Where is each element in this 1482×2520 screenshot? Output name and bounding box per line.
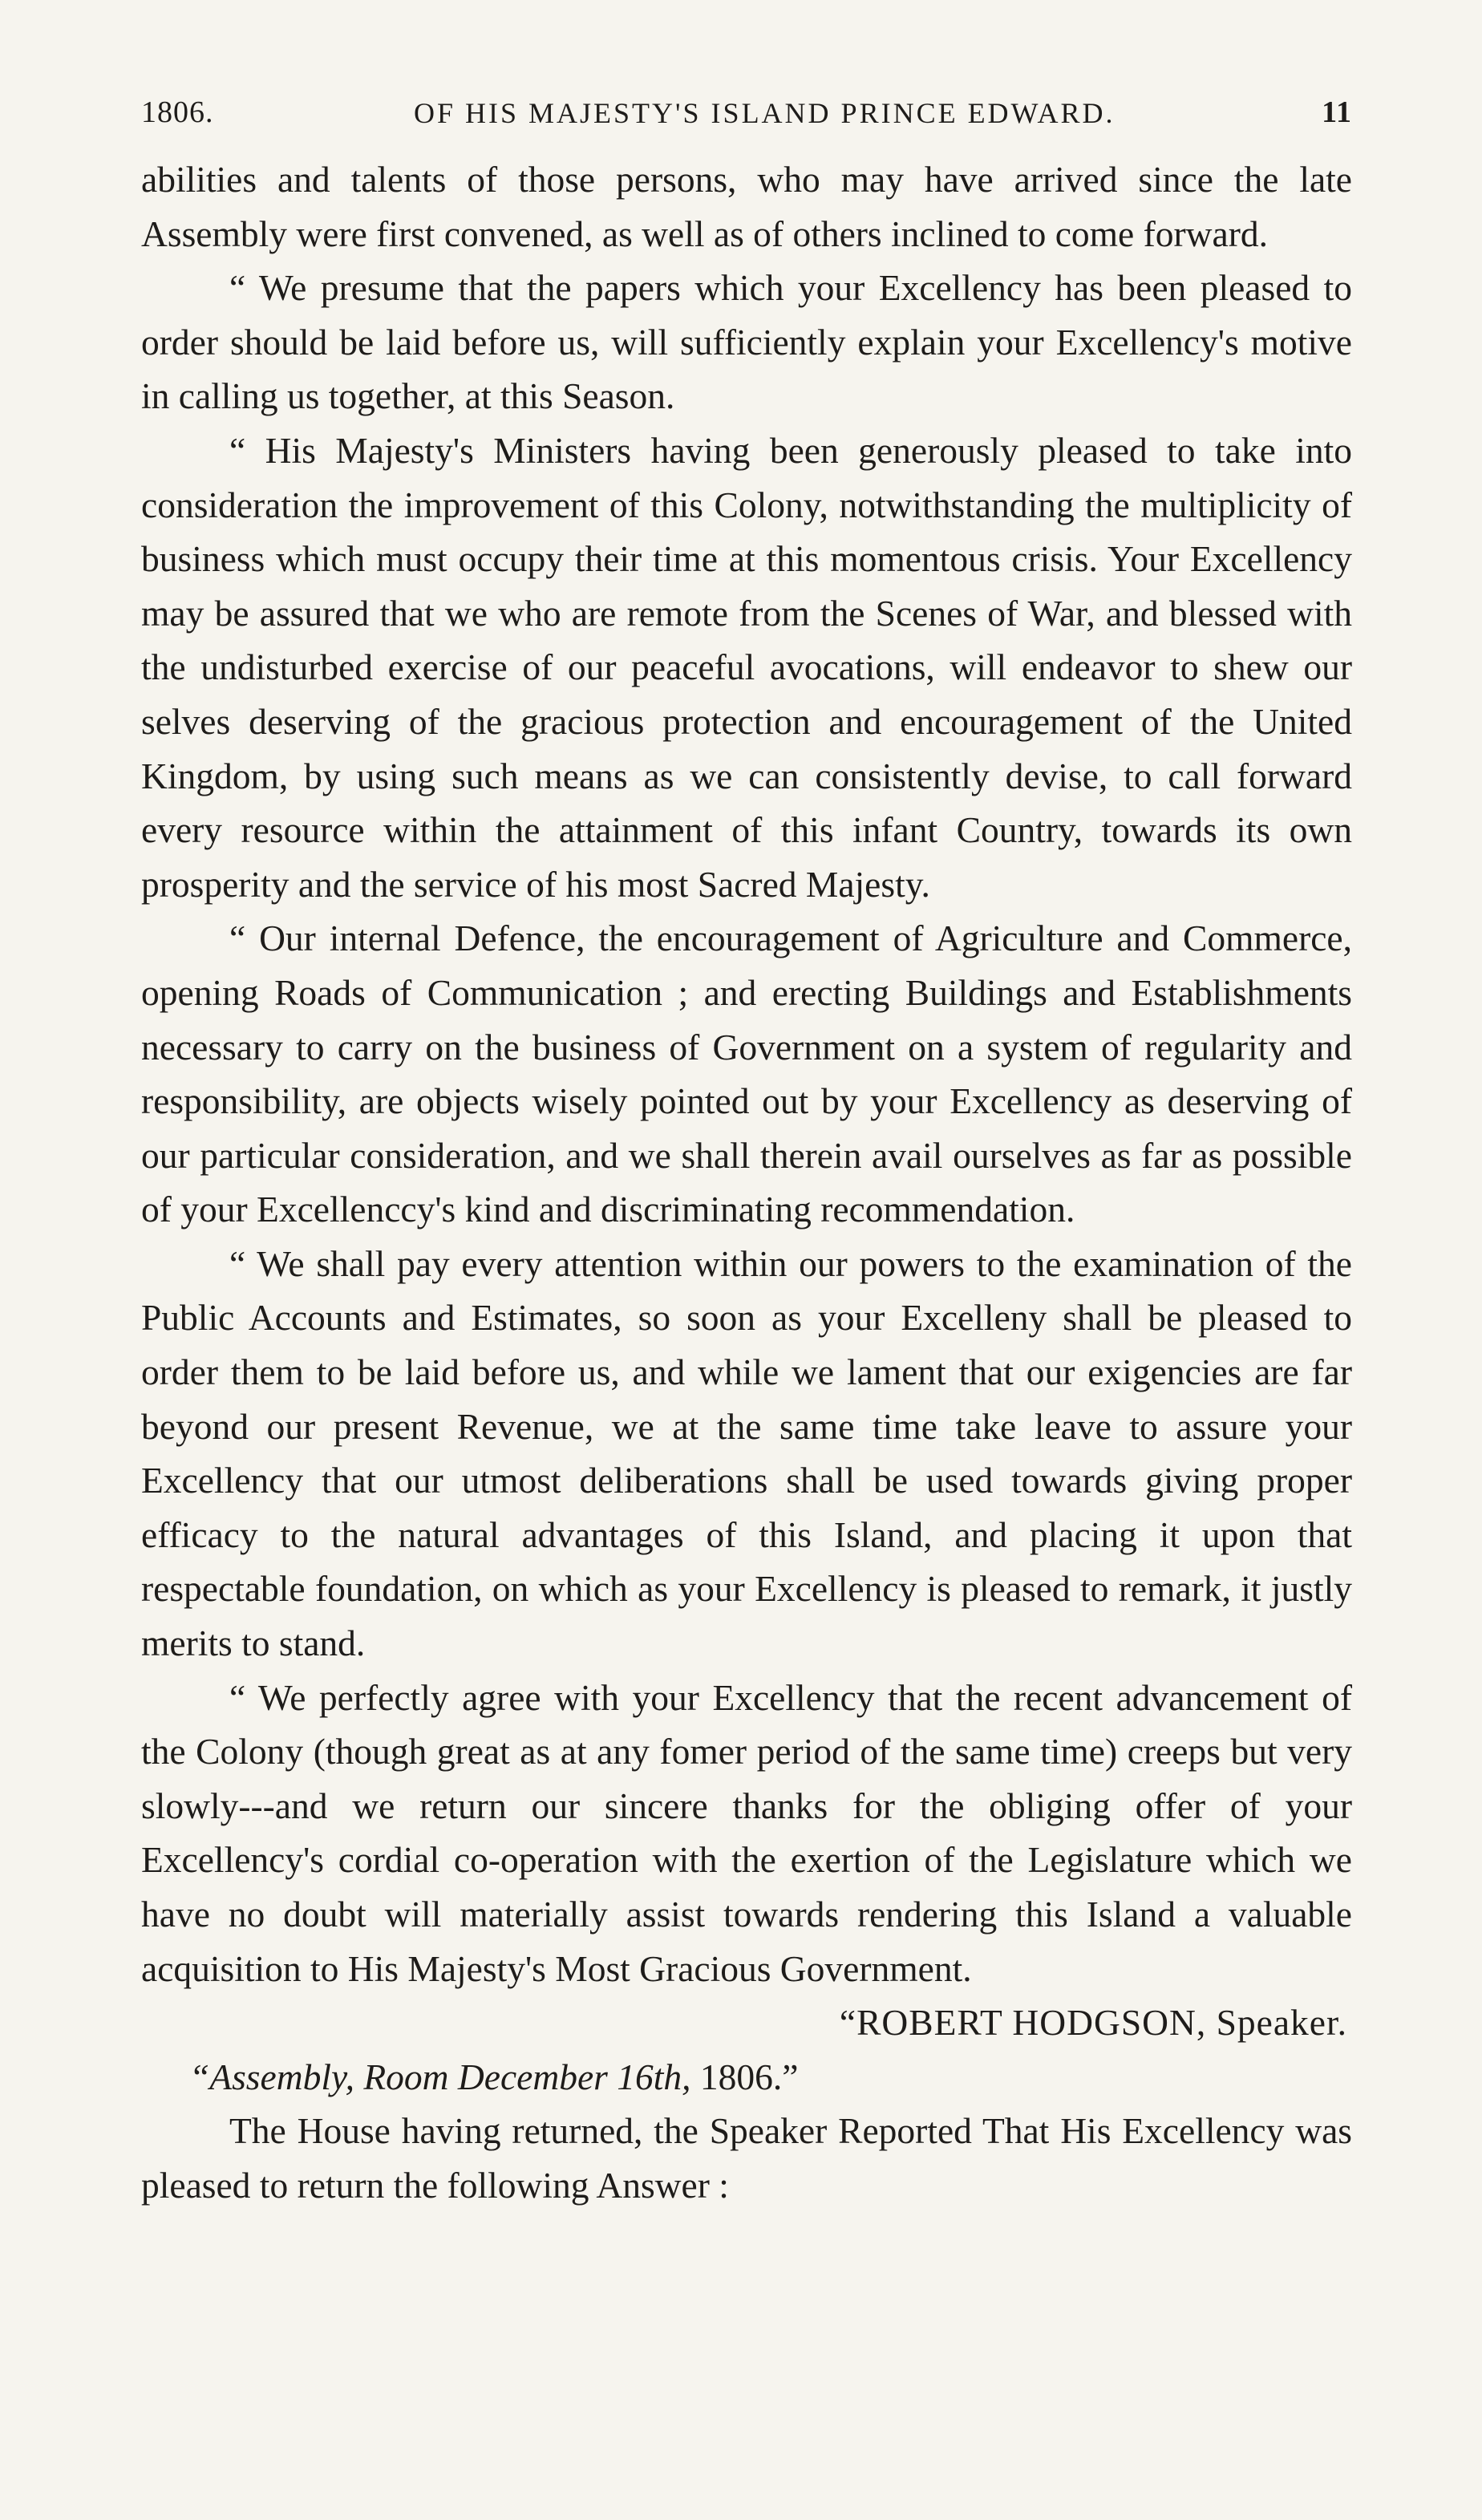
paragraph-ministers: “ His Majesty's Ministers having been generously pleased to take into consideration the improvement of this Colony, notwithstanding the multiplicity of business which must occupy their time at this momentous crisis. Your Excellency may be assured that we who are remote from the Scenes of War, and blessed with the undisturbed exercise of our peaceful avocations, will endeavor to shew our selves deserving of the gracious protection and encouragement of the United Kingdom, by using such means as we can consistently devise, to call forward every resource within the attainment of this infant Country, towards its own prosperity and the service of his most Sacred Majesty. <box>141 429 1352 905</box>
page-number: 11 <box>1322 95 1352 129</box>
paragraph-accounts: “ We shall pay every attention within our powers to the examination of the Public Accounts and Estimates, so soon as your Excelleny shall be pleased to order them to be laid before us, and while we lament that our exigencies are far beyond our present Revenue, we at the same time take leave to assure your Excellency that our utmost deliberations shall be used towards giving proper efficacy to the natural advantages of this Island, and placing it upon that respectable foundation, on which as your Excellency is pleased to remark, it justly merits to stand. <box>141 1242 1352 1664</box>
paragraph-continuation: abilities and talents of those persons, who may have arrived since the late Assembly were first convened, as well as of others inclined to come forward. <box>141 159 1352 254</box>
speaker-signature: “ROBERT HODGSON, Speaker. <box>839 2002 1347 2044</box>
paragraph-defence: “ Our internal Defence, the encouragement of Agriculture and Commerce, opening Roads of Communication ; and erecting Buildings and Establishments necessary to carry on the business of Government on a system of regularity and responsibility, are objects wisely pointed out by your Excellency as deserving of our particular consideration, and we shall therein avail ourselves as far as possible of your Excellenccy's kind and discriminating recommendation. <box>141 918 1352 1230</box>
header-year: 1806. <box>141 95 214 129</box>
dateline-place: “Assembly, Room December 16th, <box>189 2056 691 2097</box>
running-header <box>141 95 1352 143</box>
paragraph-closing: The House having returned, the Speaker Reported That His Excellency was pleased to return the following Answer : <box>141 2110 1352 2206</box>
dateline <box>141 2050 1352 2105</box>
paragraph-advancement: “ We perfectly agree with your Excellency that the recent advancement of the Colony (though great as at any fomer period of the same time) creeps but very slowly---and we return our sincere thanks for the obliging offer of your Excellency's cordial co-operation with the exertion of the Legislature which we have no doubt will materially assist towards rendering this Island a valuable acquisition to His Majesty's Most Gracious Government. <box>141 1676 1352 1989</box>
paragraph-papers: “ We presume that the papers which your Excellency has been pleased to order should be laid before us, will sufficiently explain your Excellency's motive in calling us together, at this Season. <box>141 267 1352 417</box>
dateline-year: 1806.” <box>699 2056 799 2097</box>
running-title: OF HIS MAJESTY'S ISLAND PRINCE EDWARD. <box>414 97 1116 129</box>
page-body <box>141 152 1352 2213</box>
